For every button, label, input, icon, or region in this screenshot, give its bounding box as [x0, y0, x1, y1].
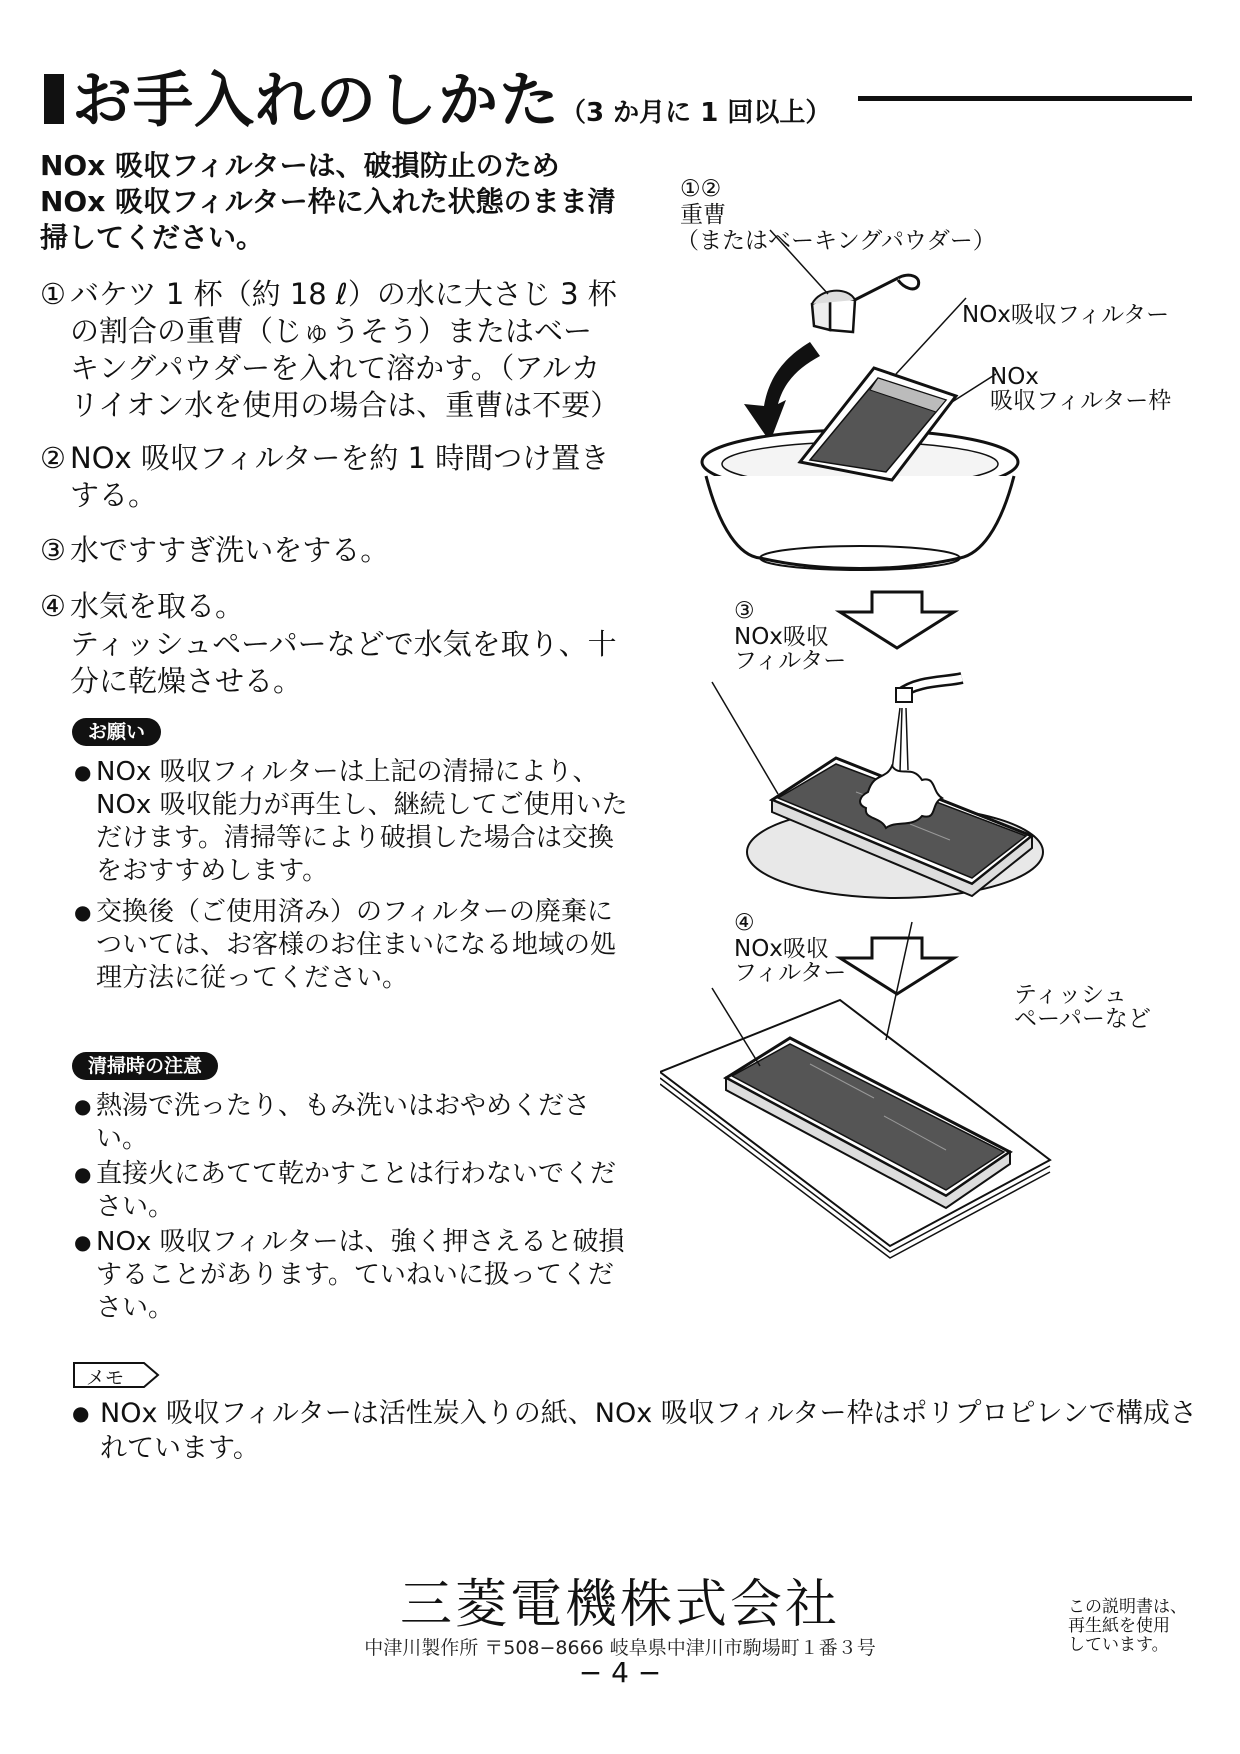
bullet-icon: ● [74, 1230, 92, 1254]
step4-label-line1: NOx吸収 [734, 936, 829, 962]
soda-label: 重曹 [680, 202, 726, 228]
page-number: − 4 − [578, 1656, 662, 1689]
step3-label-line2: フィルター [734, 648, 847, 674]
step-2 [40, 440, 620, 514]
step-number: ③ [40, 533, 66, 567]
list-item: ● 交換後（ご使用済み）のフィルターの廃棄については、お客様のお住まいになる地域の処理方法に従ってください。 [74, 897, 617, 993]
frame-label-line2: 吸収フィルター枠 [990, 388, 1172, 414]
curved-arrow-icon [744, 342, 820, 442]
step12-number: ①② [680, 176, 722, 202]
bullet-icon: ● [72, 1401, 90, 1425]
bullet-icon: ● [74, 1094, 92, 1118]
memo-item: ● NOx 吸収フィルターは活性炭入りの紙、NOx 吸収フィルター枠はポリプロピレンで構成されています。 [72, 1398, 1197, 1464]
intro-text: NOx 吸収フィルターは、破損防止のため NOx 吸収フィルター枠に入れた状態のまま清掃してください。 [40, 149, 616, 254]
list-item: ● NOx 吸収フィルターは、強く押さえると破損することがあります。ていねいに扱ってください。 [74, 1227, 625, 1323]
step-4 [40, 588, 620, 625]
step-4-detail: ティッシュペーパーなどで水気を取り、十分に乾燥させる。 [70, 627, 617, 698]
title-frequency: （3 か月に 1 回以上） [560, 98, 832, 128]
bullet-icon: ● [74, 760, 92, 784]
page-title: お手入れのしかた [72, 66, 560, 136]
step3-number: ③ [734, 598, 755, 624]
bullet-icon: ● [74, 1162, 92, 1186]
request-list [72, 756, 632, 1003]
step3-label-line1: NOx吸収 [734, 624, 829, 650]
step4-number: ④ [734, 910, 755, 936]
down-arrow-icon [840, 938, 954, 994]
tissue-label-line1: ティッシュ [1014, 982, 1127, 1008]
caution-badge: 清掃時の注意 [72, 1052, 218, 1080]
memo-tag [72, 1360, 162, 1390]
list-item: ● NOx 吸収フィルターは上記の清掃により、NOx 吸収能力が再生し、継続してご使用いただけます。清掃等により破損した場合は交換をおすすめします。 [74, 757, 628, 886]
request-badge: お願い [72, 718, 161, 746]
step-number: ② [40, 441, 66, 475]
factory-address: 中津川製作所 〒508−8666 岐阜県中津川市駒場町１番３号 [364, 1637, 876, 1659]
list-item: ● 熱湯で洗ったり、もみ洗いはおやめください。 [74, 1091, 591, 1154]
title-rule [858, 96, 1192, 101]
step4-label-line2: フィルター [734, 960, 847, 986]
rinse-scene [747, 678, 1043, 898]
step-number: ④ [40, 589, 66, 623]
list-item: ● 直接火にあてて乾かすことは行わないでください。 [74, 1159, 617, 1222]
company-name: 三菱電機株式会社 [399, 1575, 840, 1635]
step-number: ① [40, 277, 66, 311]
bullet-icon: ● [74, 900, 92, 924]
memo-label: メモ [86, 1367, 125, 1389]
step-text: 水気を取る。 [70, 589, 245, 623]
tissue-label-line2: ペーパーなど [1014, 1006, 1151, 1032]
recycled-paper-note: この説明書は、 再生紙を使用 しています。 [1068, 1597, 1187, 1655]
down-arrow-icon [840, 592, 954, 648]
spoon-icon [812, 275, 919, 332]
step-text: NOx 吸収フィルターを約 1 時間つけ置きする。 [70, 441, 610, 512]
title-marker [44, 74, 64, 124]
caution-list [72, 1090, 632, 1327]
soda-alt-label: （またはベーキングパウダー） [676, 228, 996, 254]
step-1 [40, 276, 620, 424]
step-text: 水ですすぎ洗いをする。 [70, 533, 390, 567]
step-3 [40, 532, 620, 569]
frame-label-line1: NOx [990, 364, 1039, 390]
tissue-scene [660, 1000, 1050, 1258]
filter-label: NOx吸収フィルター [962, 302, 1170, 328]
step-text: バケツ 1 杯（約 18 ℓ）の水に大さじ 3 杯の割合の重曹（じゅうそう）またはベーキングパウダーを入れて溶かす。（アルカリイオン水を使用の場合は、重曹は不要） [70, 277, 620, 422]
